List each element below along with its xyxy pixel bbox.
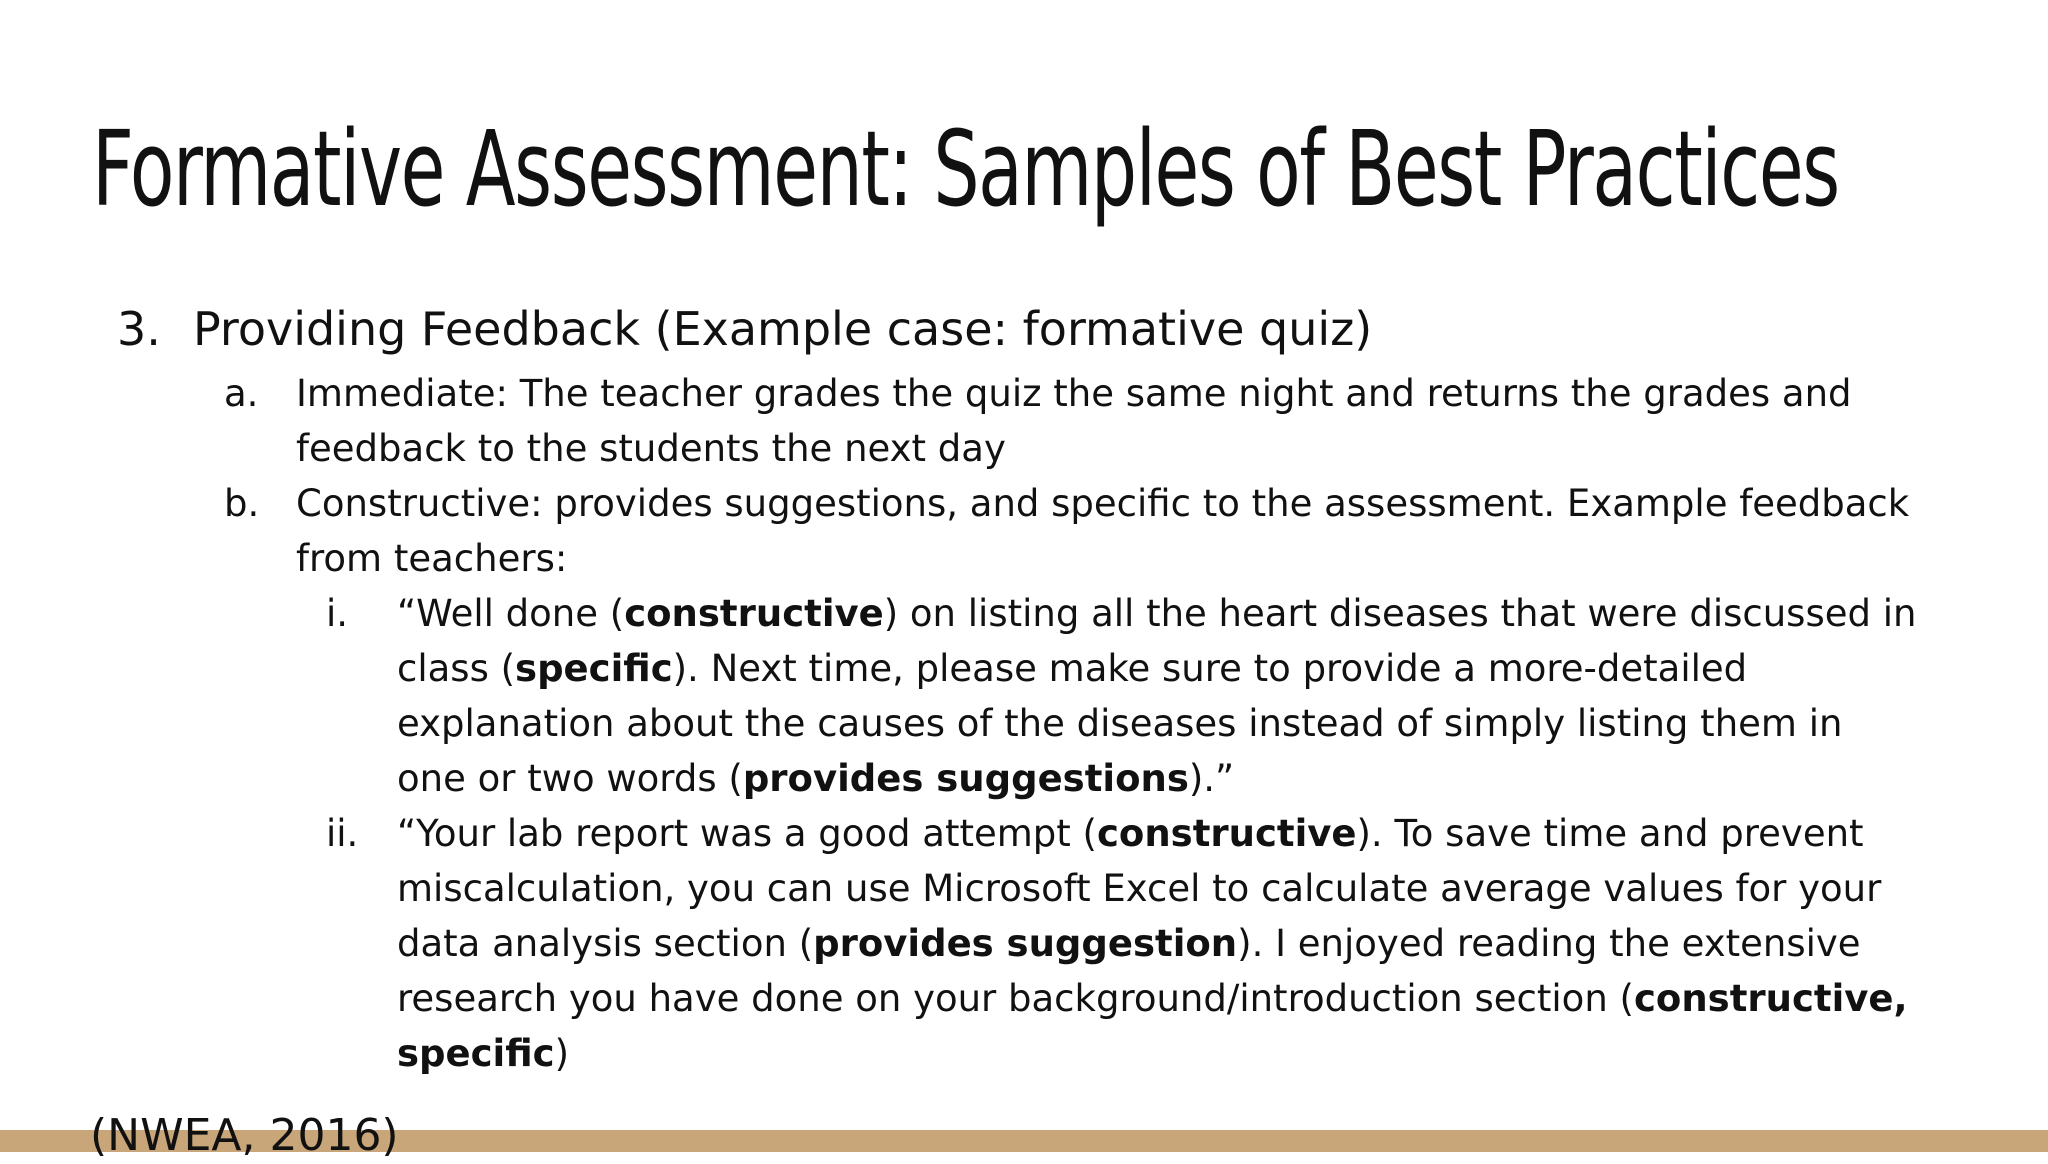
sub-ii-l3-c: ). I enjoyed reading the extensive bbox=[1237, 922, 1861, 965]
sub-ii-line-3 bbox=[397, 916, 1861, 971]
sub-i-l2-a: class ( bbox=[397, 647, 516, 690]
sub-ii-l1-a: “Your lab report was a good attempt ( bbox=[397, 812, 1097, 855]
sub-ii-l3-b: provides suggestion bbox=[813, 922, 1238, 965]
sub-ii-marker: ii. bbox=[326, 812, 359, 855]
item-a-marker: a. bbox=[224, 372, 259, 415]
sub-ii-l1-b: constructive bbox=[1096, 812, 1357, 855]
sub-ii-l5-c: ) bbox=[554, 1032, 570, 1075]
sub-i-l1-a: “Well done ( bbox=[397, 592, 625, 635]
sub-ii-l4-b: constructive, bbox=[1633, 977, 1908, 1020]
item-b-line-2: from teachers: bbox=[296, 537, 568, 580]
sub-i-l4-c: ).” bbox=[1188, 757, 1235, 800]
sub-ii-line-4 bbox=[397, 971, 1908, 1026]
sub-ii-line-1 bbox=[397, 806, 1864, 861]
sub-ii-l3-a: data analysis section ( bbox=[397, 922, 814, 965]
sub-ii-l1-c: ). To save time and prevent bbox=[1356, 812, 1864, 855]
item-b-line-1: Constructive: provides suggestions, and specific to the assessment. Example feedback bbox=[296, 482, 1910, 525]
sub-i-l1-c: ) on listing all the heart diseases that were discussed in bbox=[883, 592, 1917, 635]
sub-i-marker: i. bbox=[326, 592, 349, 635]
sub-ii-line-5 bbox=[397, 1026, 569, 1081]
item-a-line-1: Immediate: The teacher grades the quiz the same night and returns the grades and bbox=[296, 372, 1852, 415]
sub-i-l2-c: ). Next time, please make sure to provide a more-detailed bbox=[672, 647, 1748, 690]
sub-ii-l4-a: research you have done on your background/introduction section ( bbox=[397, 977, 1634, 1020]
item-a-line-2: feedback to the students the next day bbox=[296, 427, 1006, 470]
sub-i-line-4 bbox=[397, 751, 1234, 806]
sub-i-line-3: explanation about the causes of the diseases instead of simply listing them in bbox=[397, 702, 1843, 745]
sub-i-l4-b: provides suggestions bbox=[742, 757, 1189, 800]
footer-bar bbox=[0, 1110, 2048, 1161]
citation: (NWEA, 2016) bbox=[90, 1110, 399, 1161]
heading-text: Providing Feedback (Example case: formative quiz) bbox=[193, 302, 1373, 356]
item-b-marker: b. bbox=[224, 482, 260, 525]
heading-marker: 3. bbox=[117, 302, 161, 356]
sub-i-line-1 bbox=[397, 586, 1916, 641]
sub-i-l1-b: constructive bbox=[624, 592, 884, 635]
slide-title: Formative Assessment: Samples of Best Practices bbox=[92, 108, 1839, 230]
sub-ii-line-2: miscalculation, you can use Microsoft Excel to calculate average values for your bbox=[397, 867, 1882, 910]
sub-i-line-2 bbox=[397, 641, 1747, 696]
sub-i-l4-a: one or two words ( bbox=[397, 757, 743, 800]
sub-ii-l5-b: specific bbox=[397, 1032, 555, 1075]
sub-i-l2-b: specific bbox=[515, 647, 673, 690]
